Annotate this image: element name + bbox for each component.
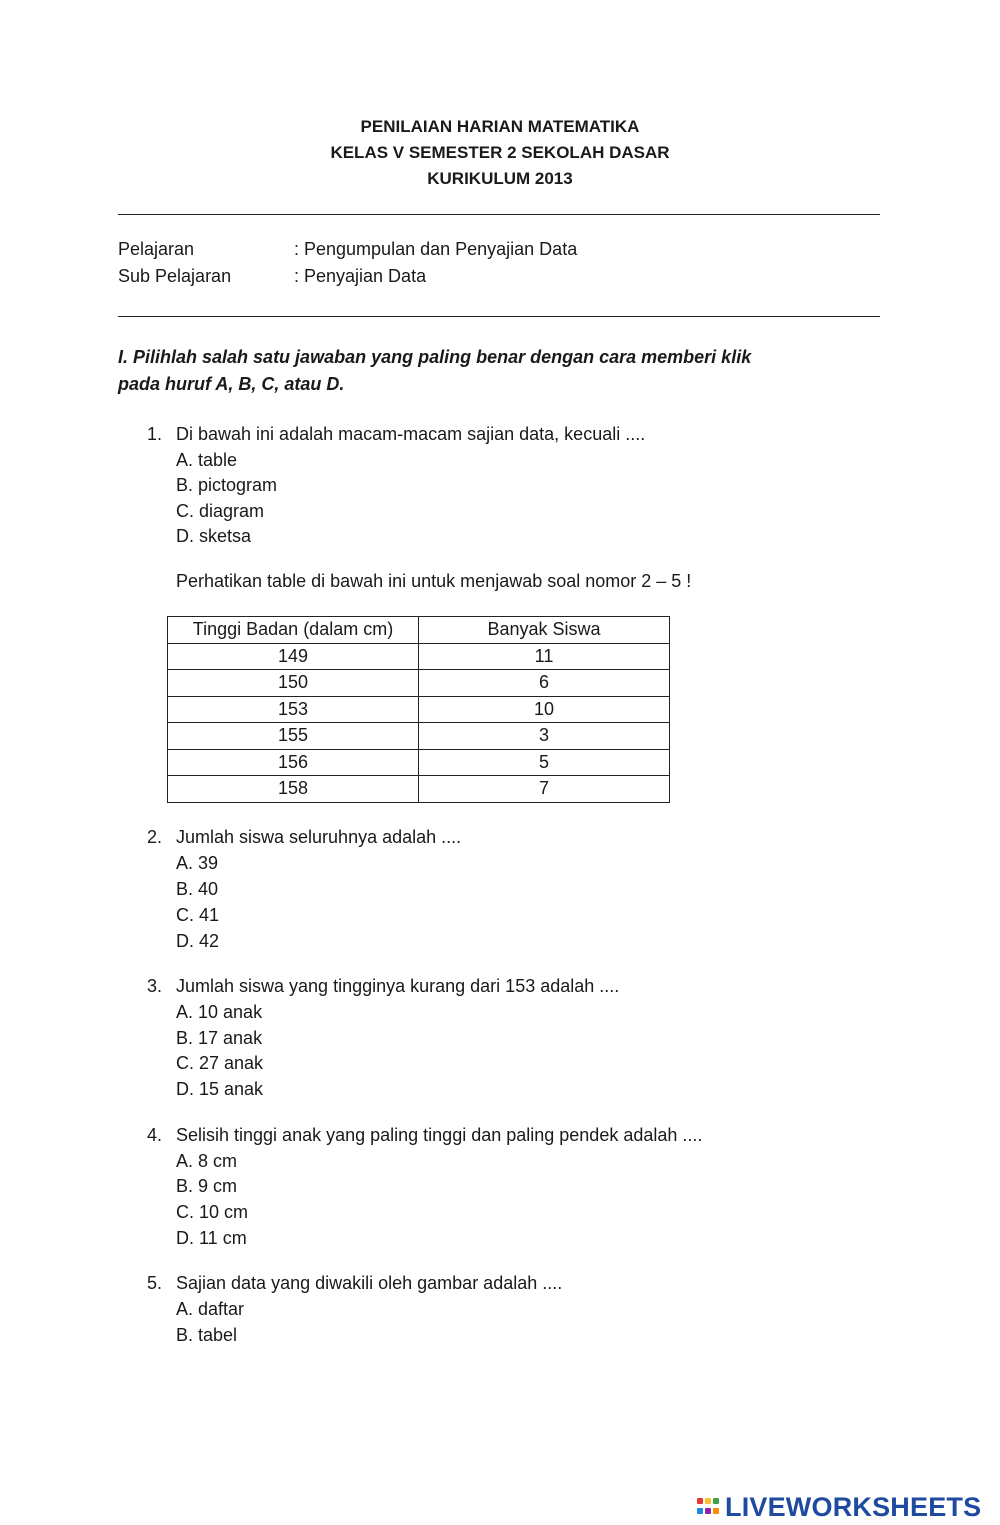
option-4b[interactable]: B. 9 cm — [176, 1176, 238, 1196]
table-cell-height: 155 — [168, 723, 419, 750]
divider-bottom — [118, 316, 880, 317]
logo-text: LIVEWORKSHEETS — [725, 1491, 982, 1522]
table-cell-count: 3 — [419, 723, 670, 750]
table-row — [168, 696, 670, 723]
sub-pelajaran-label: Sub Pelajaran — [118, 266, 232, 286]
option-4d[interactable]: D. 11 cm — [176, 1228, 247, 1248]
table-row — [168, 749, 670, 776]
table-row — [168, 670, 670, 697]
logo-icon — [697, 1496, 723, 1518]
option-1a[interactable]: A. table — [176, 450, 238, 470]
option-2c[interactable]: C. 41 — [176, 905, 220, 925]
option-2d[interactable]: D. 42 — [176, 931, 220, 951]
option-5b[interactable]: B. tabel — [176, 1325, 238, 1345]
question-number: 1. — [147, 424, 163, 444]
option-2a[interactable]: A. 39 — [176, 853, 219, 873]
option-3b[interactable]: B. 17 anak — [176, 1028, 263, 1048]
divider-top — [118, 214, 880, 215]
table-cell-height: 156 — [168, 749, 419, 776]
question-text: Selisih tinggi anak yang paling tinggi dan paling pendek adalah .... — [176, 1125, 703, 1145]
sub-pelajaran-value: : Penyajian Data — [294, 266, 427, 286]
table-header-count: Banyak Siswa — [419, 617, 670, 644]
table-cell-count: 7 — [419, 776, 670, 803]
question-number: 5. — [147, 1273, 163, 1293]
option-3d[interactable]: D. 15 anak — [176, 1079, 264, 1099]
table-cell-count: 10 — [419, 696, 670, 723]
pelajaran-label: Pelajaran — [118, 239, 195, 259]
option-3a[interactable]: A. 10 anak — [176, 1002, 263, 1022]
table-row — [168, 723, 670, 750]
table-cell-height: 153 — [168, 696, 419, 723]
question-number: 3. — [147, 976, 163, 996]
question-text: Di bawah ini adalah macam-macam sajian data, kecuali .... — [176, 424, 646, 444]
instruction-line-1: I. Pilihlah salah satu jawaban yang paling benar dengan cara memberi klik — [118, 347, 752, 367]
table-cell-count: 5 — [419, 749, 670, 776]
table-header-row — [168, 617, 670, 644]
table-cell-count: 11 — [419, 643, 670, 670]
option-1b[interactable]: B. pictogram — [176, 475, 278, 495]
question-text: Jumlah siswa yang tingginya kurang dari 153 adalah .... — [176, 976, 620, 996]
title-line-3: KURIKULUM 2013 — [427, 169, 573, 188]
table-row — [168, 776, 670, 803]
question-number: 2. — [147, 827, 163, 847]
instruction — [118, 344, 880, 398]
option-3c[interactable]: C. 27 anak — [176, 1053, 264, 1073]
table-row — [168, 643, 670, 670]
pelajaran-value: : Pengumpulan dan Penyajian Data — [294, 239, 578, 259]
option-1c[interactable]: C. diagram — [176, 501, 265, 521]
height-table — [167, 616, 670, 803]
question-text: Sajian data yang diwakili oleh gambar adalah .... — [176, 1273, 563, 1293]
option-5a[interactable]: A. daftar — [176, 1299, 245, 1319]
option-4a[interactable]: A. 8 cm — [176, 1151, 238, 1171]
question-number: 4. — [147, 1125, 163, 1145]
option-2b[interactable]: B. 40 — [176, 879, 219, 899]
title-line-1: PENILAIAN HARIAN MATEMATIKA — [360, 117, 640, 136]
question-text: Jumlah siswa seluruhnya adalah .... — [176, 827, 462, 847]
option-1d[interactable]: D. sketsa — [176, 526, 252, 546]
table-cell-height: 158 — [168, 776, 419, 803]
table-cell-height: 150 — [168, 670, 419, 697]
instruction-line-2: pada huruf A, B, C, atau D. — [118, 374, 345, 394]
title-line-2: KELAS V SEMESTER 2 SEKOLAH DASAR — [330, 143, 670, 162]
table-cell-count: 6 — [419, 670, 670, 697]
table-note: Perhatikan table di bawah ini untuk menjawab soal nomor 2 – 5 ! — [176, 571, 692, 591]
liveworksheets-logo — [697, 1492, 981, 1522]
table-cell-height: 149 — [168, 643, 419, 670]
option-4c[interactable]: C. 10 cm — [176, 1202, 249, 1222]
table-header-height: Tinggi Badan (dalam cm) — [168, 617, 419, 644]
